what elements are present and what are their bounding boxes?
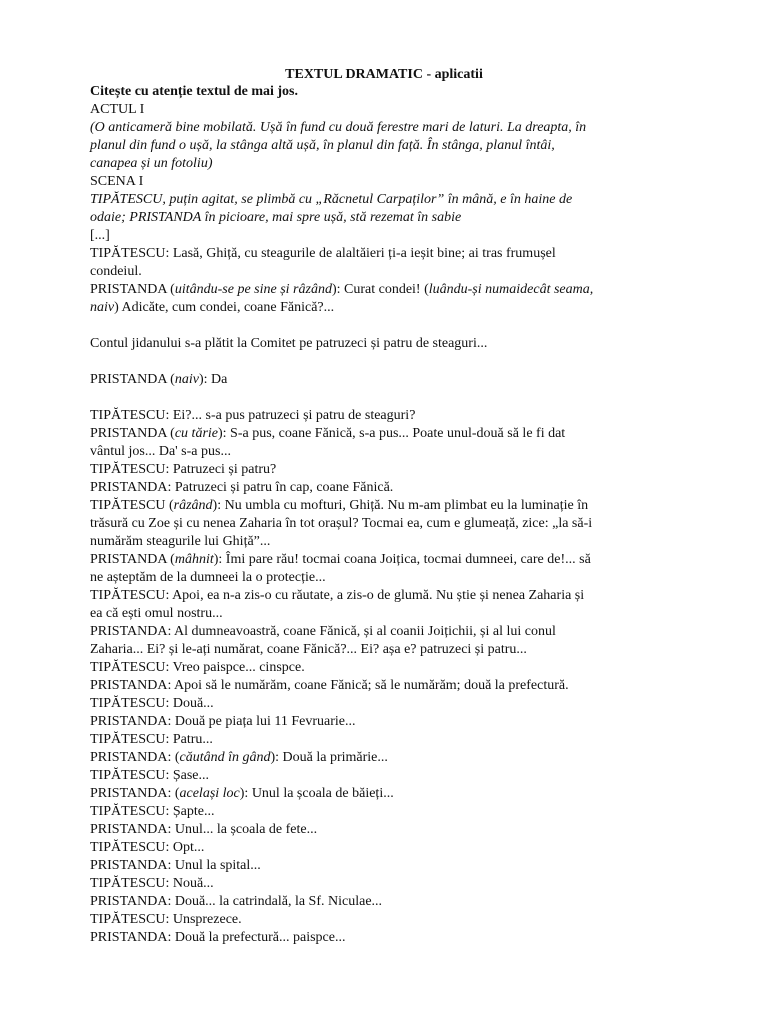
- dialogue-line: numărăm steagurile lui Ghiță”...: [90, 534, 271, 549]
- dialogue-line: [90, 371, 638, 389]
- dialogue-text: PRISTANDA (: [90, 552, 175, 567]
- dialogue-line: [90, 299, 638, 317]
- dialogue-line: TIPĂTESCU: Șapte...: [90, 804, 215, 819]
- dialogue-line: trăsură cu Zoe și cu nenea Zaharia în tot orașul? Tocmai ea, cum e glumeață, zice: „la să-i: [90, 516, 593, 531]
- dialogue-text: ): Curat condei! (: [331, 282, 429, 297]
- dialogue-line: PRISTANDA: Patruzeci și patru în cap, coane Fănică.: [90, 480, 394, 495]
- dialogue-line: TIPĂTESCU: Patru...: [90, 732, 213, 747]
- dialogue-text: PRISTANDA (: [90, 282, 175, 297]
- dialogue-line: TIPĂTESCU: Ei?... s-a pus patruzeci și patru de steaguri?: [90, 408, 416, 423]
- dialogue-text: ): Da: [198, 372, 228, 387]
- dialogue-line: [90, 551, 638, 569]
- dialogue-line: [90, 749, 638, 767]
- dialogue-line: TIPĂTESCU: Patruzeci și patru?: [90, 462, 277, 477]
- instruction-line: Citește cu atenție textul de mai jos.: [90, 84, 299, 99]
- dialogue-direction: luându-și numaidecât seama,: [428, 282, 594, 297]
- stage-direction: (O anticameră bine mobilată. Ușă în fund cu două ferestre mari de laturi. La dreapta, în: [90, 120, 587, 135]
- dialogue-line: PRISTANDA: Două... la catrindală, la Sf. Niculae...: [90, 894, 383, 909]
- dialogue-line: [90, 281, 638, 299]
- dialogue-line: Contul jidanului s-a plătit la Comitet pe patruzeci și patru de steaguri...: [90, 336, 488, 351]
- dialogue-text: TIPĂTESCU (: [90, 498, 174, 513]
- dialogue-direction: mâhnit: [174, 552, 214, 567]
- dialogue-direction: căutând în gând: [179, 750, 271, 765]
- dialogue-line: condeiul.: [90, 264, 142, 279]
- dialogue-line: ne așteptăm de la dumneei la o protecție...: [90, 570, 326, 585]
- dialogue-direction: uitându-se pe sine și râzând: [174, 282, 332, 297]
- dialogue-line: Zaharia... Ei? și le-ați numărat, coane Fănică?... Ei? așa e? patruzeci și patru...: [90, 642, 527, 657]
- dialogue-line: TIPĂTESCU: Opt...: [90, 840, 205, 855]
- dialogue-text: PRISTANDA: (: [90, 786, 180, 801]
- stage-direction: TIPĂTESCU, puțin agitat, se plimbă cu „Răcnetul Carpaților” în mână, e în haine de: [90, 192, 573, 207]
- dialogue-text: ) Adicăte, cum condei, coane Fănică?...: [114, 300, 335, 315]
- dialogue-direction: același loc: [179, 786, 240, 801]
- dialogue-line: TIPĂTESCU: Vreo paispce... cinspce.: [90, 660, 305, 675]
- dialogue-text: PRISTANDA: (: [90, 750, 180, 765]
- dialogue-line: PRISTANDA: Al dumneavoastră, coane Fănică, și al coanii Joițichii, și al lui conul: [90, 624, 556, 639]
- dialogue-direction: râzând: [173, 498, 213, 513]
- scene-heading: SCENA I: [90, 174, 144, 189]
- dialogue-direction: naiv: [174, 372, 199, 387]
- dialogue-line: ea că ești omul nostru...: [90, 606, 223, 621]
- dialogue-text: ): Nu umbla cu mofturi, Ghiță. Nu m-am plimbat eu la luminație în: [212, 498, 589, 513]
- dialogue-line: TIPĂTESCU: Nouă...: [90, 876, 214, 891]
- dialogue-line: PRISTANDA: Două pe piața lui 11 Fevruarie...: [90, 714, 356, 729]
- dialogue-line: vântul jos... Da' s-a pus...: [90, 444, 231, 459]
- dialogue-line: TIPĂTESCU: Unsprezece.: [90, 912, 242, 927]
- dialogue-line: TIPĂTESCU: Două...: [90, 696, 214, 711]
- dialogue-line: TIPĂTESCU: Apoi, ea n-a zis-o cu răutate, a zis-o de glumă. Nu știe și nenea Zaharia și: [90, 588, 585, 603]
- dialogue-direction: naiv: [90, 300, 115, 315]
- dialogue-text: ): Unul la școala de băieți...: [239, 786, 394, 801]
- dialogue-line: TIPĂTESCU: Lasă, Ghiță, cu steagurile de alaltăieri ți-a ieșit bine; ai tras frumușel: [90, 246, 556, 261]
- dialogue-text: PRISTANDA (: [90, 426, 175, 441]
- dialogue-line: PRISTANDA: Apoi să le numărăm, coane Fănică; să le numărăm; două la prefectură.: [90, 678, 569, 693]
- dialogue-text: PRISTANDA (: [90, 372, 175, 387]
- dialogue-line: [90, 497, 638, 515]
- dialogue-line: PRISTANDA: Două la prefectură... paispce...: [90, 930, 346, 945]
- dialogue-line: [90, 425, 638, 443]
- dialogue-direction: cu tărie: [174, 426, 218, 441]
- dialogue-line: PRISTANDA: Unul la spital...: [90, 858, 261, 873]
- dialogue-line: [90, 785, 638, 803]
- dialogue-text: ): Îmi pare rău! tocmai coana Joițica, tocmai dumneei, care de!... să: [213, 552, 591, 567]
- dialogue-text: ): Două la primărie...: [270, 750, 388, 765]
- stage-direction: odaie; PRISTANDA în picioare, mai spre ușă, stă rezemat în sabie: [90, 210, 462, 225]
- stage-direction: planul din fund o ușă, la stânga altă ușă, în planul din față. În stânga, planul întâi,: [90, 138, 555, 153]
- document-title: TEXTUL DRAMATIC - aplicatii: [285, 67, 483, 82]
- document-body: [90, 83, 638, 947]
- dialogue-line: TIPĂTESCU: Șase...: [90, 768, 209, 783]
- dialogue-text: ): S-a pus, coane Fănică, s-a pus... Poate unul-două să le fi dat: [218, 426, 566, 441]
- ellipsis-marker: [...]: [90, 228, 110, 243]
- act-heading: ACTUL I: [90, 102, 145, 117]
- stage-direction: canapea și un fotoliu): [90, 156, 213, 171]
- dialogue-line: PRISTANDA: Unul... la școala de fete...: [90, 822, 318, 837]
